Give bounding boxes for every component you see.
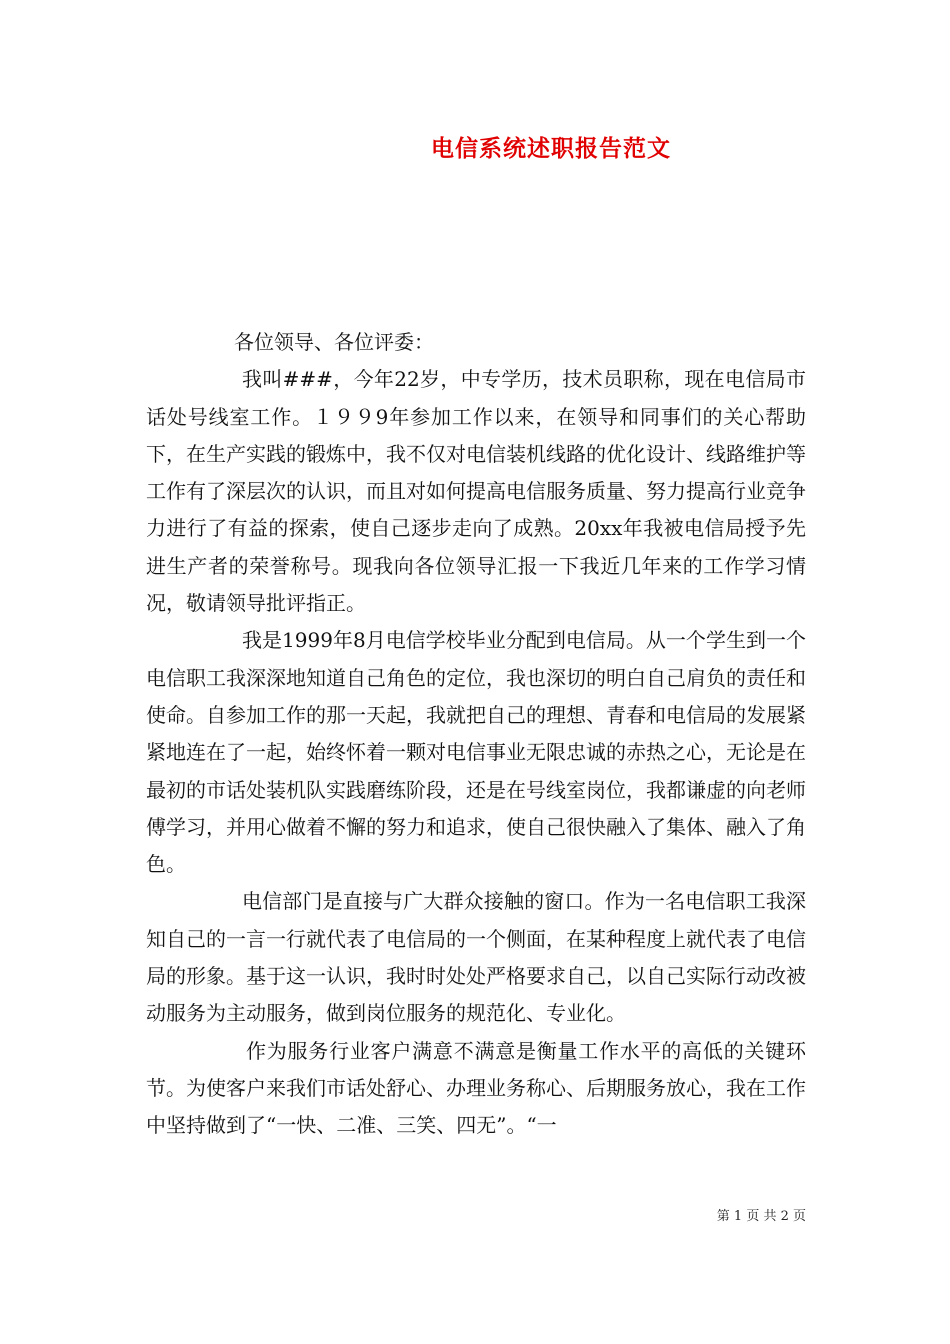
page-number-footer: 第 1 页 共 2 页 xyxy=(716,1209,806,1224)
document-body xyxy=(146,324,806,1145)
paragraph-customer-satisfaction: 作为服务行业客户满意不满意是衡量工作水平的高低的关键环节。为使客户来我们市话处舒心、办理业务称心、后期服务放心，我在工作中坚持做到了“一快、二准、三笑、四无”。“一 xyxy=(146,1038,806,1138)
paragraph-background: 我是1999年8月电信学校毕业分配到电信局。从一个学生到一个电信职工我深深地知道自己角色的定位，我也深切的明白自己肩负的责任和使命。自参加工作的那一天起，我就把自己的理想、青春和电信局的发展紧紧地连在了一起，始终怀着一颗对电信事业无限忠诚的赤热之心，无论是在最初的市话处装机队实践磨练阶段，还是在号线室岗位，我都谦虚的向老师傅学习，并用心做着不懈的努力和追求，使自己很快融入了集体、融入了角色。 xyxy=(146,628,806,877)
paragraph-intro: 我叫###，今年22岁，中专学历，技术员职称，现在电信局市话处号线室工作。１９９9年参加工作以来，在领导和同事们的关心帮助下，在生产实践的锻炼中，我不仅对电信装机线路的优化设计、线路维护等工作有了深层次的认识，而且对如何提高电信服务质量、努力提高行业竞争力进行了有益的探索，使自己逐步走向了成熟。20xx年我被电信局授予先进生产者的荣誉称号。现我向各位领导汇报一下我近几年来的工作学习情况，敬请领导批评指正。 xyxy=(146,367,806,616)
paragraph-service-window: 电信部门是直接与广大群众接触的窗口。作为一名电信职工我深知自己的一言一行就代表了电信局的一个侧面，在某种程度上就代表了电信局的形象。基于这一认识，我时时处处严格要求自己，以自己实际行动改被动服务为主动服务，做到岗位服务的规范化、专业化。 xyxy=(146,889,806,1026)
salutation: 各位领导、各位评委： xyxy=(234,330,434,354)
document-title: 电信系统述职报告范文 xyxy=(431,135,671,162)
